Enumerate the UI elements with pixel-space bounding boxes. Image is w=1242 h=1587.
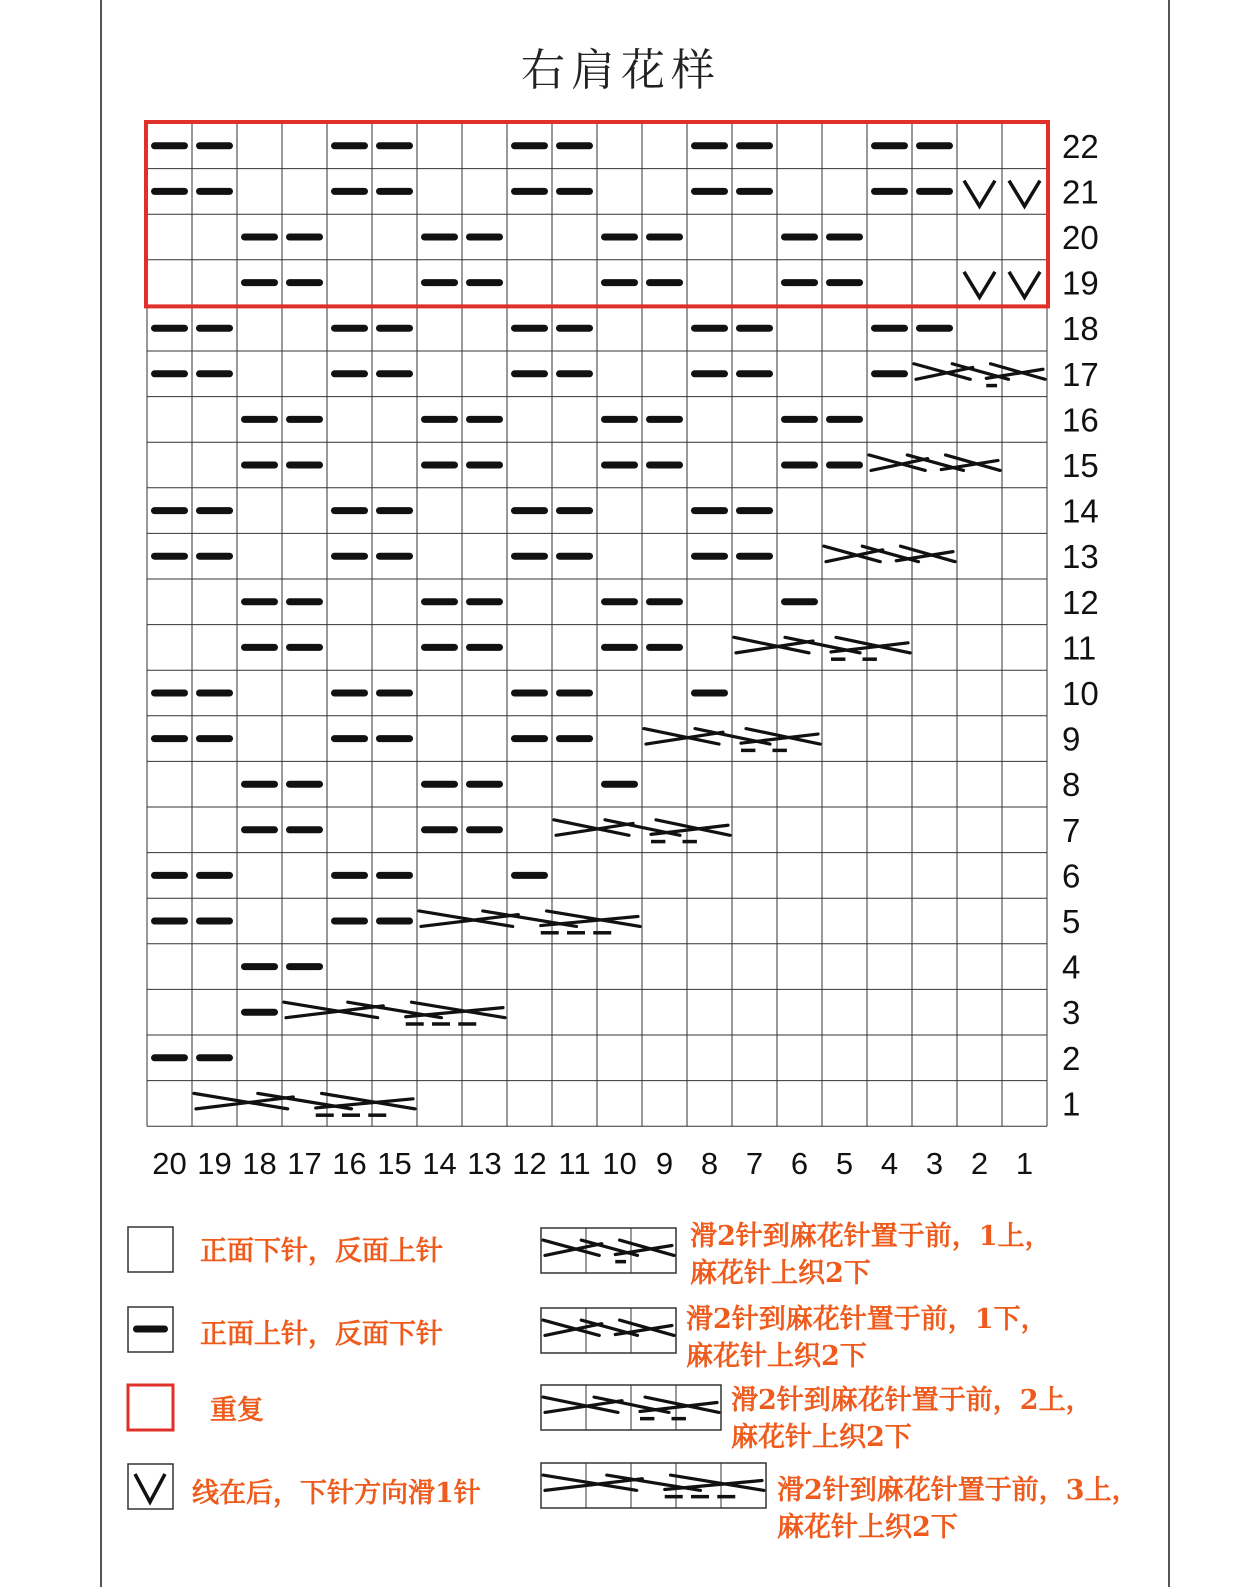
purl-stitch	[331, 735, 368, 742]
purl-stitch	[196, 325, 233, 332]
purl-stitch	[421, 781, 458, 788]
purl-stitch	[286, 416, 323, 423]
cable-purl-dash	[342, 1113, 360, 1117]
purl-stitch	[691, 370, 728, 377]
purl-stitch	[151, 1054, 188, 1061]
row-label: 8	[1062, 766, 1081, 804]
purl-stitch	[511, 325, 548, 332]
slip-stitch	[964, 181, 995, 207]
purl-stitch	[286, 963, 323, 970]
purl-stitch	[646, 234, 683, 241]
purl-stitch	[466, 781, 503, 788]
column-label: 11	[558, 1146, 591, 1182]
slip-stitch	[1009, 181, 1040, 207]
cable-purl-dash	[741, 749, 755, 753]
legend-repeat-symbol	[128, 1385, 173, 1430]
legend-knit-text: 正面下针，反面上针	[200, 1236, 443, 1267]
legend-purl-text: 正面上针，反面下针	[200, 1319, 443, 1350]
purl-stitch	[601, 462, 638, 469]
purl-stitch	[466, 234, 503, 241]
purl-stitch	[151, 690, 188, 697]
cable-purl-dash	[406, 1022, 424, 1025]
column-label: 7	[745, 1146, 764, 1182]
row-label: 9	[1062, 720, 1081, 758]
purl-stitch	[376, 370, 413, 377]
purl-stitch	[331, 690, 368, 697]
row-label: 11	[1062, 629, 1097, 667]
row-label: 2	[1062, 1039, 1081, 1077]
cable-purl-dash	[651, 840, 665, 844]
column-label: 19	[197, 1146, 232, 1182]
purl-stitch	[421, 826, 458, 833]
purl-stitch	[151, 735, 188, 742]
purl-stitch	[241, 644, 278, 651]
row-label: 20	[1062, 219, 1099, 256]
purl-stitch	[331, 370, 368, 377]
purl-stitch	[826, 234, 863, 241]
purl-stitch	[511, 507, 548, 514]
purl-stitch	[646, 598, 683, 605]
purl-stitch	[421, 279, 458, 286]
purl-stitch	[646, 644, 683, 651]
purl-stitch	[826, 279, 863, 286]
column-label: 17	[287, 1146, 322, 1182]
purl-stitch	[421, 462, 458, 469]
column-label: 12	[512, 1146, 547, 1182]
purl-stitch	[241, 279, 278, 286]
purl-stitch	[196, 142, 233, 149]
purl-stitch	[196, 507, 233, 514]
column-label: 14	[422, 1146, 457, 1182]
purl-stitch	[691, 690, 728, 697]
purl-stitch	[421, 598, 458, 605]
purl-stitch	[196, 872, 233, 879]
purl-stitch	[781, 234, 818, 241]
row-label: 13	[1062, 538, 1099, 576]
purl-stitch	[241, 781, 278, 788]
purl-stitch	[466, 462, 503, 469]
purl-stitch	[826, 462, 863, 469]
purl-stitch	[241, 963, 278, 970]
purl-stitch	[736, 325, 773, 332]
purl-stitch	[466, 644, 503, 651]
purl-stitch	[241, 826, 278, 833]
purl-stitch	[691, 142, 728, 149]
purl-stitch	[331, 553, 368, 560]
purl-stitch	[781, 598, 818, 605]
cable-purl-dash	[665, 1495, 683, 1499]
legend-cable-1up-line2: 麻花针上织2下	[690, 1258, 871, 1289]
purl-stitch	[331, 507, 368, 514]
row-label: 4	[1062, 948, 1081, 986]
purl-stitch	[286, 279, 323, 286]
purl-stitch	[601, 279, 638, 286]
purl-stitch	[466, 416, 503, 423]
purl-stitch	[421, 234, 458, 241]
cable-purl-dash	[432, 1022, 450, 1025]
cable-purl-dash	[316, 1113, 334, 1117]
purl-stitch	[376, 918, 413, 925]
purl-stitch	[781, 462, 818, 469]
purl-stitch	[691, 188, 728, 195]
row-label: 14	[1062, 492, 1099, 530]
purl-stitch	[601, 598, 638, 605]
purl-stitch	[151, 553, 188, 560]
purl-stitch	[331, 918, 368, 925]
cable-purl-dash	[691, 1495, 709, 1499]
row-label: 6	[1062, 857, 1081, 895]
purl-stitch	[781, 416, 818, 423]
purl-stitch	[241, 1009, 278, 1016]
purl-stitch	[736, 507, 773, 514]
cable-purl-dash	[863, 657, 877, 661]
purl-stitch	[511, 142, 548, 149]
purl-stitch	[736, 188, 773, 195]
purl-stitch	[241, 234, 278, 241]
purl-stitch	[511, 188, 548, 195]
purl-stitch	[466, 279, 503, 286]
purl-stitch	[331, 872, 368, 879]
purl-stitch	[151, 188, 188, 195]
purl-stitch	[691, 507, 728, 514]
column-label: 3	[925, 1146, 944, 1182]
legend-cable-3up-line2: 麻花针上织2下	[777, 1512, 958, 1543]
cable-purl-dash	[831, 657, 845, 661]
row-label: 15	[1062, 447, 1099, 484]
legend-cable-2up-line2: 麻花针上织2下	[731, 1422, 912, 1453]
column-label: 1	[1015, 1146, 1034, 1182]
purl-stitch	[421, 644, 458, 651]
purl-stitch	[286, 826, 323, 833]
row-label: 12	[1062, 583, 1099, 621]
purl-stitch	[196, 918, 233, 925]
purl-stitch	[916, 325, 953, 332]
purl-stitch	[466, 826, 503, 833]
purl-stitch	[736, 553, 773, 560]
legend-slip-text: 线在后，下针方向滑1针	[192, 1478, 481, 1509]
purl-stitch	[826, 416, 863, 423]
legend-cable-1up-line1: 滑2针到麻花针置于前，1上，	[690, 1221, 1052, 1252]
purl-stitch	[196, 690, 233, 697]
row-label: 7	[1062, 811, 1081, 849]
purl-stitch	[241, 598, 278, 605]
row-label: 19	[1062, 264, 1099, 302]
row-label: 22	[1062, 127, 1099, 165]
purl-stitch	[736, 370, 773, 377]
purl-stitch	[376, 735, 413, 742]
purl-stitch	[151, 325, 188, 332]
column-label: 4	[880, 1146, 899, 1182]
purl-stitch	[691, 553, 728, 560]
purl-stitch	[871, 142, 908, 149]
column-label: 16	[332, 1146, 367, 1182]
purl-stitch	[511, 370, 548, 377]
cable-purl-dash	[986, 384, 997, 388]
row-label: 17	[1062, 355, 1099, 393]
purl-stitch	[151, 872, 188, 879]
purl-stitch	[196, 735, 233, 742]
purl-stitch	[871, 325, 908, 332]
cable-purl-dash	[717, 1495, 735, 1499]
purl-stitch	[376, 142, 413, 149]
purl-stitch	[376, 872, 413, 879]
purl-stitch	[916, 188, 953, 195]
purl-stitch	[376, 325, 413, 332]
purl-stitch	[151, 507, 188, 514]
purl-stitch	[466, 598, 503, 605]
column-label: 2	[970, 1146, 989, 1182]
column-label: 18	[242, 1146, 277, 1182]
row-label: 18	[1062, 310, 1099, 348]
purl-stitch	[646, 462, 683, 469]
purl-stitch	[196, 1054, 233, 1061]
cable-purl-dash	[541, 931, 559, 935]
chart-title: 右肩花样	[521, 45, 721, 96]
purl-stitch	[646, 279, 683, 286]
purl-stitch	[556, 553, 593, 560]
purl-stitch	[556, 735, 593, 742]
purl-stitch	[286, 462, 323, 469]
purl-stitch	[421, 416, 458, 423]
purl-stitch	[556, 507, 593, 514]
purl-stitch	[511, 553, 548, 560]
column-label: 20	[152, 1146, 187, 1182]
row-label: 5	[1062, 903, 1081, 940]
purl-stitch	[376, 507, 413, 514]
purl-stitch	[556, 188, 593, 195]
column-label: 10	[602, 1146, 637, 1182]
purl-stitch	[601, 781, 638, 788]
purl-stitch	[286, 644, 323, 651]
slip-stitch	[1009, 272, 1040, 298]
purl-stitch	[511, 690, 548, 697]
purl-stitch	[196, 370, 233, 377]
purl-stitch	[151, 370, 188, 377]
column-label: 8	[700, 1146, 719, 1182]
purl-stitch	[556, 690, 593, 697]
purl-stitch	[151, 142, 188, 149]
purl-stitch	[331, 325, 368, 332]
purl-stitch	[376, 553, 413, 560]
purl-stitch	[376, 690, 413, 697]
purl-stitch	[601, 234, 638, 241]
purl-stitch	[556, 325, 593, 332]
purl-stitch	[196, 188, 233, 195]
cable-purl-dash	[615, 1260, 626, 1264]
legend-cable-1down-line1: 滑2针到麻花针置于前，1下，	[686, 1304, 1048, 1335]
column-label: 13	[467, 1146, 502, 1182]
legend-cable-2up-line1: 滑2针到麻花针置于前，2上，	[731, 1385, 1093, 1416]
cable-purl-dash	[567, 931, 585, 935]
cable-purl-dash	[640, 1417, 654, 1421]
purl-stitch	[556, 370, 593, 377]
purl-stitch	[331, 142, 368, 149]
row-label: 3	[1062, 994, 1081, 1032]
legend-repeat-text: 重复	[210, 1395, 264, 1426]
purl-stitch	[196, 553, 233, 560]
row-label: 16	[1062, 401, 1099, 439]
column-label: 6	[790, 1146, 809, 1182]
purl-stitch	[151, 918, 188, 925]
purl-stitch	[601, 644, 638, 651]
cable-purl-dash	[593, 931, 611, 935]
row-label: 21	[1062, 173, 1099, 211]
purl-stitch	[511, 735, 548, 742]
legend-cable-3up-line1: 滑2针到麻花针置于前，3上，	[777, 1475, 1139, 1506]
purl-stitch	[376, 188, 413, 195]
legend-cable-1down-line2: 麻花针上织2下	[686, 1341, 867, 1372]
purl-stitch	[286, 781, 323, 788]
legend-purl-dash	[133, 1326, 168, 1333]
purl-stitch	[781, 279, 818, 286]
purl-stitch	[331, 188, 368, 195]
cable-purl-dash	[458, 1022, 476, 1025]
purl-stitch	[736, 142, 773, 149]
purl-stitch	[556, 142, 593, 149]
slip-stitch	[964, 272, 995, 298]
purl-stitch	[871, 370, 908, 377]
row-label: 1	[1062, 1085, 1081, 1123]
purl-stitch	[646, 416, 683, 423]
purl-stitch	[241, 462, 278, 469]
purl-stitch	[286, 598, 323, 605]
purl-stitch	[916, 142, 953, 149]
cable-purl-dash	[773, 749, 787, 753]
column-label: 5	[835, 1146, 854, 1182]
cable-purl-dash	[368, 1113, 386, 1117]
purl-stitch	[691, 325, 728, 332]
column-label: 9	[655, 1146, 674, 1182]
purl-stitch	[511, 872, 548, 879]
legend-knit-symbol	[128, 1227, 173, 1272]
cable-purl-dash	[683, 840, 697, 844]
purl-stitch	[601, 416, 638, 423]
purl-stitch	[286, 234, 323, 241]
column-label: 15	[377, 1146, 412, 1182]
purl-stitch	[871, 188, 908, 195]
cable-purl-dash	[672, 1417, 686, 1421]
row-label: 10	[1062, 675, 1099, 712]
purl-stitch	[241, 416, 278, 423]
